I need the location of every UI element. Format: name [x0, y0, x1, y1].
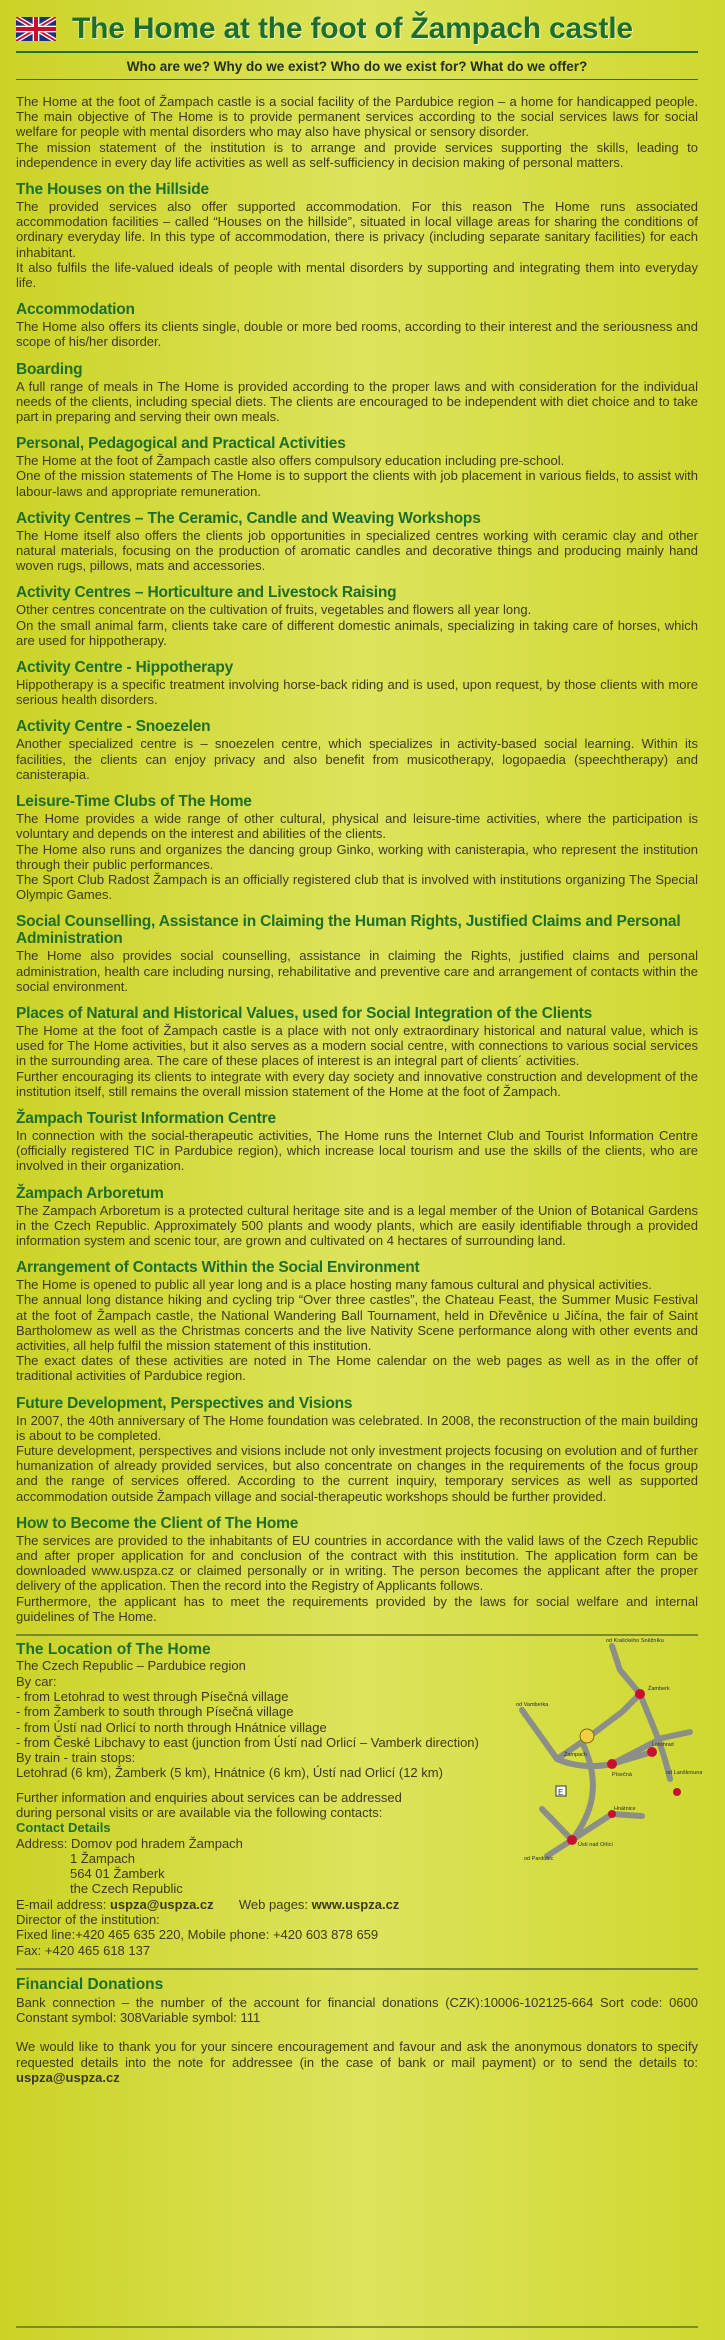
section-paragraph: The Home also provides social counselling, assistance in claiming the Rights, justified claims and personal administration, health care including nursing, rehabilitative and preventive care and arrangement of contacts within the social environment. [16, 948, 698, 994]
sections-list [16, 181, 698, 1624]
section-heading: Activity Centres – Horticulture and Livestock Raising [16, 584, 397, 602]
info-line: during personal visits or are available via the following contacts: [16, 1804, 383, 1820]
header [16, 10, 698, 48]
map-road-label: E [558, 1788, 564, 1798]
finance-section [16, 1976, 698, 2085]
section-paragraph: The exact dates of these activities are noted in The Home calendar on the web pages as well as in the offer of traditional activities of Pardubice region. [16, 1353, 698, 1384]
content-section [16, 584, 698, 648]
content-section [16, 435, 698, 499]
fax-line: Fax: +420 465 618 137 [16, 1942, 151, 1958]
content-section [16, 1110, 698, 1174]
intro-paragraph: The mission statement of the institution is to arrange and provide services supporting the skills, leading to independence in every day life activities as well as self-sufficiency in decision making of personal matters. [16, 139, 698, 170]
map-label: Žampach [564, 1752, 587, 1759]
section-paragraph: The Sport Club Radost Žampach is an officially registered club that is involved with institutions organizing The Special Olympic Games. [16, 871, 698, 903]
bottom-divider [16, 2326, 698, 2328]
section-paragraph: Future development, perspectives and visions include not only investment projects focusing on evolution and of further humanization of already provided services, but also concentrate on changes in the requirements of the focus group and the range of services offered. According to the current inquiry, temporary services as well as supported accommodation outside Žampach village and social-therapeutic workshops should be further provided. [16, 1442, 698, 1504]
info-line: Further information and enquiries about services can be addressed [16, 1789, 402, 1805]
page-title: The Home at the foot of Žampach castle [72, 12, 633, 45]
uk-flag-icon [16, 17, 56, 41]
address-label: Address: [16, 1835, 68, 1851]
section-paragraph: One of the mission statements of The Home is to support the clients with job placement in various fields, to assist with labour-laws and appropriate remuneration. [16, 468, 698, 499]
address-line: 564 01 Žamberk [70, 1866, 165, 1882]
section-heading: Accommodation [16, 301, 135, 319]
section-paragraph: The Home at the foot of Žampach castle is a place with not only extraordinary historical and natural value, which is used for The Home activities, but it also serves as a modern social centre, with connections to various social services in the surrounding area. The care of these places of interest is an integral part of clients´ activities. [16, 1022, 698, 1069]
section-paragraph: The Home also runs and organizes the dancing group Ginko, working with canisterapia, who represent the institution through their public performances. [16, 841, 698, 872]
address-line: the Czech Republic [70, 1881, 183, 1897]
map-label: Ústí nad Orlicí [578, 1842, 613, 1849]
map-label: od Vamberka [516, 1702, 549, 1709]
finance-thanks-text: We would like to thank you for your sincere encouragement and favour and ask the anonymous donators to specify requested details into the note for addressee (in the case of bank or mail payment) or to send the details to: [16, 2039, 698, 2070]
train-stops: Letohrad (6 km), Žamberk (5 km), Hnátnice (6 km), Ústí nad Orlicí (12 km) [16, 1765, 443, 1781]
address-line: Domov pod hradem Žampach [70, 1835, 243, 1851]
section-paragraph: The annual long distance hiking and cycling trip “Over three castles”, the Chateau Feast, the Summer Music Festival at the foot of Žampach castle, the National Wandering Ball Tournament, held in Dřevěnice u Jičína, the fair of Saint Bartholomew as well as the Christmas concerts and the live Nativity Scene performance along with other events and activities, all help fulfil the mission statement of this institution. [16, 1292, 698, 1353]
section-paragraph: The Home also offers its clients single, double or more bed rooms, according to their interest and the seriousness and scope of his/her disorder. [16, 319, 698, 350]
section-heading: Activity Centre - Snoezelen [16, 718, 211, 736]
content-section [16, 1515, 698, 1624]
section-paragraph: The provided services also offer supported accommodation. For this reason The Home runs associated accommodation facilities – called “Houses on the hillside”, situated in local village areas for sharing the conditions of ordinary everyday life. In this type of accommodation, there is privacy (including separate sanitary facilities) for each inhabitant. [16, 199, 698, 260]
email-link[interactable]: uspza@uspza.cz [109, 1896, 214, 1912]
intro [16, 94, 698, 170]
route-item: - from Ústí nad Orlicí to north through Hnátnice village [16, 1719, 327, 1735]
finance-heading: Financial Donations [16, 1975, 164, 1993]
section-paragraph: In connection with the social-therapeutic activities, The Home runs the Internet Club and Tourist Information Centre (officially registered TIC in Pardubice region), which increase local tourism and use the skills of the clients, who are involved in their organization. [16, 1127, 698, 1174]
route-item: - from Letohrad to west through Písečná village [16, 1688, 289, 1704]
section-paragraph: The Home at the foot of Žampach castle also offers compulsory education including pre-school. [16, 453, 565, 469]
email-label: E-mail address: [16, 1896, 107, 1912]
map-label: Letohrad [652, 1742, 674, 1749]
map-label: Žamberk [648, 1686, 670, 1693]
location-section [16, 1638, 702, 1958]
intro-paragraph: The Home at the foot of Žampach castle is a social facility of the Pardubice region – a home for handicapped people. The main objective of The Home is to provide permanent services according to the social services laws for social welfare for people with mental disorders who may also have physical or sensory disorder. [16, 94, 698, 140]
subtitle-divider [16, 79, 698, 80]
section-paragraph: It also fulfils the life-valued ideals of people with mental disorders by supporting and integrating them into everyday life. [16, 259, 698, 291]
finance-email-link[interactable]: uspza@uspza.cz [16, 2069, 120, 2085]
section-heading: Boarding [16, 360, 83, 378]
map-label: Písečná [612, 1772, 632, 1779]
section-heading: Žampach Arboretum [16, 1184, 164, 1202]
map-label: od Lanškrouna [666, 1770, 702, 1777]
section-heading: Future Development, Perspectives and Visions [16, 1394, 353, 1412]
location-heading: The Location of The Home [16, 1641, 211, 1659]
map-label: od Kralického Sněžníku [606, 1638, 664, 1645]
content-section [16, 1185, 698, 1249]
section-heading: Places of Natural and Historical Values, used for Social Integration of the Clients [16, 1004, 592, 1022]
section-paragraph: The Home is opened to public all year long and is a place hosting many famous cultural and physical activities. [16, 1277, 652, 1293]
content-section [16, 301, 698, 349]
section-heading: Social Counselling, Assistance in Claiming the Human Rights, Justified Claims and Personal Administration [16, 913, 681, 948]
section-paragraph: In 2007, the 40th anniversary of The Home foundation was celebrated. In 2008, the reconstruction of the main building is about to be completed. [16, 1412, 698, 1443]
contact-heading: Contact Details [16, 1820, 111, 1836]
finance-divider [16, 1968, 698, 1970]
section-paragraph: The Zampach Arboretum is a protected cultural heritage site and is a legal member of the Union of Botanical Gardens in the Czech Republic. Approximately 500 plants and woody plants, which are easily identifiable through a provided information system and scenic tour, are grown and cultivated on 4 hectares of surrounding land. [16, 1202, 698, 1248]
section-paragraph: Furthermore, the applicant has to meet the requirements provided by the laws for social welfare and internal guidelines of The Home. [16, 1593, 698, 1624]
route-item: - from Žamberk to south through Písečná village [16, 1704, 294, 1720]
section-heading: Activity Centres – The Ceramic, Candle and Weaving Workshops [16, 509, 481, 527]
section-paragraph: The services are provided to the inhabitants of EU countries in accordance with the valid laws of the Czech Republic and after proper application for and conclusion of the contract with this institution. The application form can be downloaded www.uspza.cz or claimed personally or in writing. The person becomes the applicant after the proper delivery of the application. Then the record into the Registry of Applicants follows. [16, 1532, 698, 1594]
section-heading: Žampach Tourist Information Centre [16, 1109, 276, 1127]
content-section [16, 1005, 698, 1099]
content-section [16, 510, 698, 574]
section-paragraph: The Home provides a wide range of other cultural, physical and leisure-time activities, where the participation is voluntary and depends on the interest and abilities of the clients. [16, 811, 698, 842]
content-section [16, 1395, 698, 1504]
location-region: The Czech Republic – Pardubice region [16, 1658, 246, 1674]
map-label: Hnátnice [614, 1806, 636, 1813]
section-paragraph: Other centres concentrate on the cultivation of fruits, vegetables and flowers all year long. [16, 602, 532, 618]
map-label: od Pardubic [524, 1856, 554, 1863]
web-label: Web pages: [238, 1896, 309, 1912]
content-section [16, 1259, 698, 1383]
section-paragraph: Another specialized centre is – snoezelen centre, which specializes in activity-based social learning. Within its facilities, the clients can enjoy privacy and also benefit from musicotherapy, logopaedia (speechtherapy) and canisterapia. [16, 736, 698, 782]
web-link[interactable]: www.uspza.cz [311, 1896, 400, 1912]
page-subtitle: Who are we? Why do we exist? Who do we exist for? What do we offer? [126, 59, 588, 74]
content-section [16, 361, 698, 425]
address-line: 1 Žampach [70, 1850, 136, 1866]
by-train-label: By train - train stops: [16, 1750, 136, 1766]
section-heading: How to Become the Client of The Home [16, 1514, 299, 1532]
content-section [16, 659, 698, 707]
phone-line: Fixed line:+420 465 635 220, Mobile phone: +420 603 878 659 [16, 1927, 379, 1943]
section-heading: Arrangement of Contacts Within the Social Environment [16, 1259, 420, 1277]
route-item: - from České Libchavy to east (junction from Ústí nad Orlicí – Vamberk direction) [16, 1734, 479, 1750]
content-section [16, 181, 698, 290]
section-paragraph: On the small animal farm, clients take care of different domestic animals, specializing in taking care of horses, which are used for hippotherapy. [16, 617, 698, 648]
flyer-page [16, 10, 702, 2085]
content-section [16, 793, 698, 902]
section-paragraph: Further encouraging its clients to integrate with every day society and innovative construction and development of the institution itself, still remains the overall mission statement of the Home at the foot of Žampach. [16, 1068, 698, 1099]
section-paragraph: A full range of meals in The Home is provided according to the proper laws and with consideration for the individual needs of the clients, including special diets. The clients are encouraged to be independent with diet choice and to take part in preparing and serving their own meals. [16, 378, 698, 425]
section-heading: The Houses on the Hillside [16, 181, 209, 199]
section-paragraph: The Home itself also offers the clients job opportunities in specialized centres working with ceramic clay and other natural materials, focusing on the production of aromatic candles and decorative things and producing mainly hand woven rugs, pillows, mats and accessories. [16, 527, 698, 574]
finance-account: Bank connection – the number of the account for financial donations (CZK):10006-102125-664 Sort code: 0600 Constant symbol: 308Variable symbol: 111 [16, 1994, 698, 2026]
section-heading: Personal, Pedagogical and Practical Activities [16, 435, 346, 453]
director-line: Director of the institution: [16, 1912, 160, 1928]
content-section [16, 913, 698, 994]
by-car-label: By car: [16, 1673, 57, 1689]
finance-thanks [16, 2039, 698, 2085]
section-heading: Activity Centre - Hippotherapy [16, 659, 234, 677]
section-paragraph: Hippotherapy is a specific treatment involving horse-back riding and is used, upon request, by those clients with more serious health disorders. [16, 677, 698, 708]
content-section [16, 718, 698, 782]
location-map [502, 1634, 702, 1864]
section-heading: Leisure-Time Clubs of The Home [16, 793, 252, 811]
